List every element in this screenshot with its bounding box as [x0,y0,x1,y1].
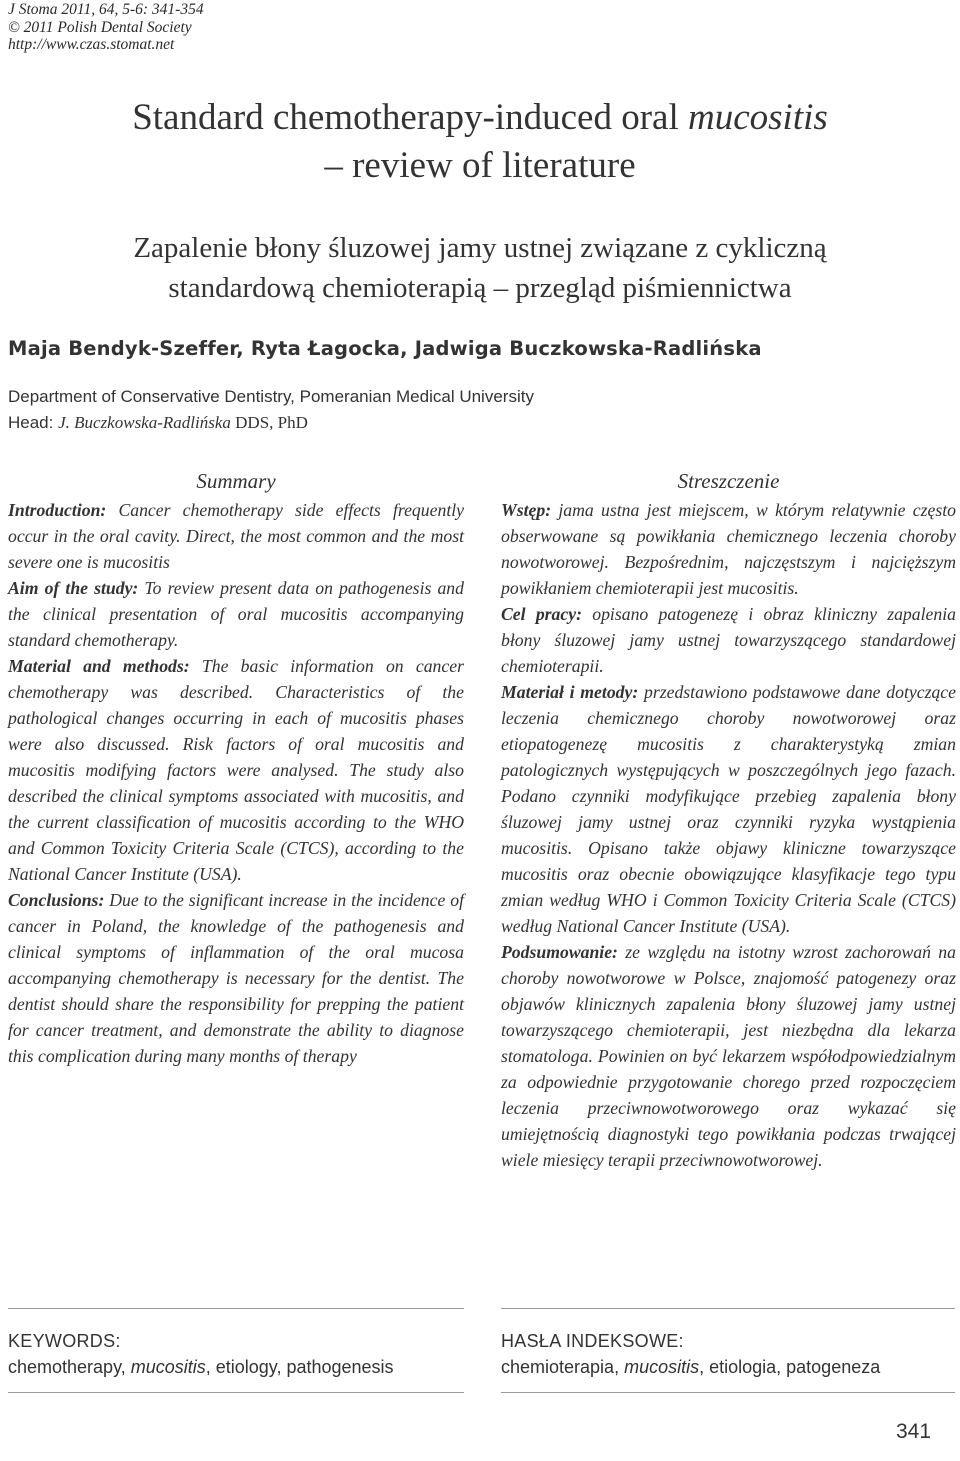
journal-citation: J Stoma 2011, 64, 5-6: 341-354 [8,1,204,18]
article-subtitle-polish [0,228,960,308]
journal-header [8,1,204,54]
streszczenie-wstep: Wstęp: jama ustna jest miejscem, w którym relatywnie często obserwowane są powikłania chemicznego leczenia choroby nowotworowej. Bezpośrednim, najczęstszym i najcięższym powikłaniem chemioterapii jest mucositis. [501,500,956,598]
summary-methods: Material and methods: The basic information on cancer chemotherapy was described. Characteristics of the pathological changes occurring in each of mucositis phases were also discussed. Risk factors of oral mucositis and mucositis modifying factors were analysed. The study also described the clinical symptoms associated with mucositis, and the current classification of mucositis according to the WHO and Common Toxicity Criteria Scale (CTCS), according to the National Cancer Institute (USA). [8,656,464,884]
summary-column [8,466,464,1069]
subtitle-line-1: Zapalenie błony śluzowej jamy ustnej związane z cykliczną [133,232,827,264]
summary-heading: Summary [196,469,276,493]
summary-introduction: Introduction: Cancer chemotherapy side effects frequently occur in the oral cavity. Direct, the most common and the most severe one is mucositis [8,500,464,572]
keywords-top-rule [8,1308,464,1309]
hasla-top-rule [501,1308,955,1309]
introduction-label: Introduction: [8,500,107,520]
affiliation [8,384,534,436]
title-line-1: Standard chemotherapy-induced oral mucositis [132,97,828,138]
title-line-2: – review of literature [324,145,636,186]
methods-label: Material and methods: [8,656,190,676]
aim-label: Aim of the study: [8,578,139,598]
hasla-bottom-rule [501,1392,955,1393]
journal-copyright: © 2011 Polish Dental Society [8,18,192,36]
department: Department of Conservative Dentistry, Pomeranian Medical University [8,387,534,406]
keywords-title: KEYWORDS: [8,1331,121,1351]
subtitle-line-2: standardową chemioterapią – przegląd piśmiennictwa [168,272,792,304]
hasla-title: HASŁA INDEKSOWE: [501,1331,684,1351]
streszczenie-podsumowanie: Podsumowanie: ze względu na istotny wzrost zachorowań na choroby nowotworowe w Polsce, znajomość patogenezy oraz objawów klinicznych zapalenia błony śluzowej jamy ustnej towarzyszącego chemioterapii, jest niezbędna dla lekarza stomatologa. Powinien on być lekarzem współodpowiedzialnym za odpowiednie przygotowanie chorego przed rozpoczęciem leczenia przeciwnowotworowego oraz wykazać się umiejętnością diagnostyki tego powikłania podczas trwającej wiele miesięcy terapii przeciwnowotworowej. [501,942,956,1170]
summary-conclusions: Conclusions: Due to the significant increase in the incidence of cancer in Poland, the knowledge of the pathogenesis and clinical symptoms of inflammation of the oral mucosa accompanying chemotherapy is necessary for the dentist. The dentist should share the responsibility for prepping the patient for cancer treatment, and demonstrate the ability to diagnose this complication during many months of therapy [8,890,464,1066]
keywords-list: chemotherapy, mucositis, etiology, pathogenesis [8,1357,394,1377]
journal-url[interactable]: http://www.czas.stomat.net [8,36,175,53]
podsumowanie-label: Podsumowanie: [501,942,618,962]
streszczenie-column [501,466,956,1173]
hasla-list: chemioterapia, mucositis, etiologia, patogeneza [501,1357,881,1377]
article-title [0,94,960,190]
keywords-bottom-rule [8,1392,464,1393]
streszczenie-metody: Materiał i metody: przedstawiono podstawowe dane dotyczące leczenia chemicznego choroby nowotworowej oraz etiopatogenezę mucositis z charakterystyką zmian patologicznych występujących w poszczególnych jego fazach. Podano czynniki modyfikujące przebieg zapalenia błony śluzowej jamy ustnej oraz czynniki ryzyka wystąpienia mucositis. Opisano także objawy kliniczne towarzyszące mucositis oraz obecnie obowiązujące klasyfikacje tego typu zmian według WHO i Common Toxicity Criteria Scale (CTCS) według National Cancer Institute (USA). [501,682,956,936]
conclusions-label: Conclusions: [8,890,105,910]
streszczenie-cel: Cel pracy: opisano patogenezę i obraz kliniczny zapalenia błony śluzowej jamy ustnej towarzyszącego standardowej chemioterapii. [501,604,956,676]
page-number: 341 [896,1420,932,1443]
summary-aim: Aim of the study: To review present data on pathogenesis and the clinical presentation of oral mucositis accompanying standard chemotherapy. [8,578,464,650]
streszczenie-heading: Streszczenie [677,469,780,493]
authors: Maja Bendyk-Szeffer, Ryta Łagocka, Jadwiga Buczkowska-Radlińska [8,337,762,360]
metody-label: Materiał i metody: [501,682,639,702]
wstep-label: Wstęp: [501,500,552,520]
head-of-department: Head: J. Buczkowska-Radlińska DDS, PhD [8,413,308,432]
cel-label: Cel pracy: [501,604,582,624]
